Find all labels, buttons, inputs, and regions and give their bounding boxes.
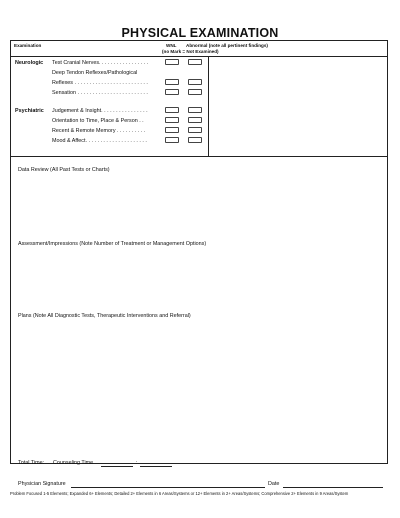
wnl-checkbox-cranial-nerves[interactable] bbox=[165, 59, 179, 65]
wnl-checkbox-reflexes[interactable] bbox=[165, 79, 179, 85]
examination-header: Examination bbox=[14, 43, 42, 48]
neuro-item-cranial-nerves: Test Cranial Nerves. . . . . . . . . . . . . . . . . bbox=[52, 60, 149, 66]
psychiatric-label: Psychiatric bbox=[15, 108, 44, 114]
abnormal-checkbox-orientation[interactable] bbox=[188, 117, 202, 123]
counseling-time-field[interactable] bbox=[101, 466, 133, 467]
neuro-item-sensation: Sensation . . . . . . . . . . . . . . . . . . . . . . . . bbox=[52, 90, 148, 96]
psych-item-memory: Recent & Remote Memory . . . . . . . . . . bbox=[52, 128, 146, 134]
neuro-item-deep-tendon: Deep Tendon Reflexes/Pathological bbox=[52, 70, 138, 76]
exam-form-frame bbox=[10, 40, 388, 464]
wnl-checkbox-memory[interactable] bbox=[165, 127, 179, 133]
assessment-label: Assessment/Impressions (Note Number of Treatment or Management Options) bbox=[18, 241, 207, 247]
plans-label: Plans (Note All Diagnostic Tests, Therapeutic Interventions and Referral) bbox=[18, 313, 191, 319]
total-time-label: Total Time: bbox=[18, 460, 45, 466]
date-label: Date bbox=[268, 481, 280, 487]
date-field[interactable] bbox=[283, 487, 383, 488]
time-colon: : bbox=[136, 460, 138, 466]
wnl-checkbox-judgement[interactable] bbox=[165, 107, 179, 113]
abnormal-checkbox-memory[interactable] bbox=[188, 127, 202, 133]
data-review-label: Data Review (All Past Tests or Charts) bbox=[18, 167, 110, 173]
abnormal-checkbox-sensation[interactable] bbox=[188, 89, 202, 95]
counseling-minutes-field[interactable] bbox=[140, 466, 172, 467]
footer-note: Problem Focused 1-5 Elements; Expanded 6+ Elements; Detailed 2+ Elements in 6 Areas/Systems or 12+ Elements in 2+ Areas/Systems; Comprehensive 2+ Elements in 9 Areas/System bbox=[10, 491, 349, 496]
abnormal-checkbox-judgement[interactable] bbox=[188, 107, 202, 113]
physician-signature-field[interactable] bbox=[71, 487, 265, 488]
neuro-item-reflexes: Reflexes . . . . . . . . . . . . . . . . . . . . . . . . . bbox=[52, 80, 148, 86]
header-divider bbox=[10, 56, 388, 57]
wnl-checkbox-sensation[interactable] bbox=[165, 89, 179, 95]
abnormal-checkbox-mood[interactable] bbox=[188, 137, 202, 143]
wnl-header: WNL bbox=[166, 43, 177, 48]
psych-item-mood: Mood & Affect. . . . . . . . . . . . . . . . . . . . . bbox=[52, 138, 147, 144]
abnormal-header: Abnormal (note all pertinent findings) bbox=[186, 43, 268, 48]
not-examined-note: (no Mark = Not Examined) bbox=[162, 49, 219, 54]
findings-column-divider bbox=[208, 56, 209, 156]
exam-section-divider bbox=[10, 156, 388, 157]
abnormal-checkbox-reflexes[interactable] bbox=[188, 79, 202, 85]
psych-item-orientation: Orientation to Time, Place & Person . . bbox=[52, 118, 144, 124]
physician-signature-label: Physician Signature bbox=[18, 481, 66, 487]
neurologic-label: Neurologic bbox=[15, 60, 44, 66]
wnl-checkbox-mood[interactable] bbox=[165, 137, 179, 143]
abnormal-checkbox-cranial-nerves[interactable] bbox=[188, 59, 202, 65]
psych-item-judgement: Judgement & Insight. . . . . . . . . . . . . . . . bbox=[52, 108, 148, 114]
counseling-time-label: Counseling Time bbox=[53, 460, 94, 466]
page-title: PHYSICAL EXAMINATION bbox=[121, 26, 279, 40]
wnl-checkbox-orientation[interactable] bbox=[165, 117, 179, 123]
